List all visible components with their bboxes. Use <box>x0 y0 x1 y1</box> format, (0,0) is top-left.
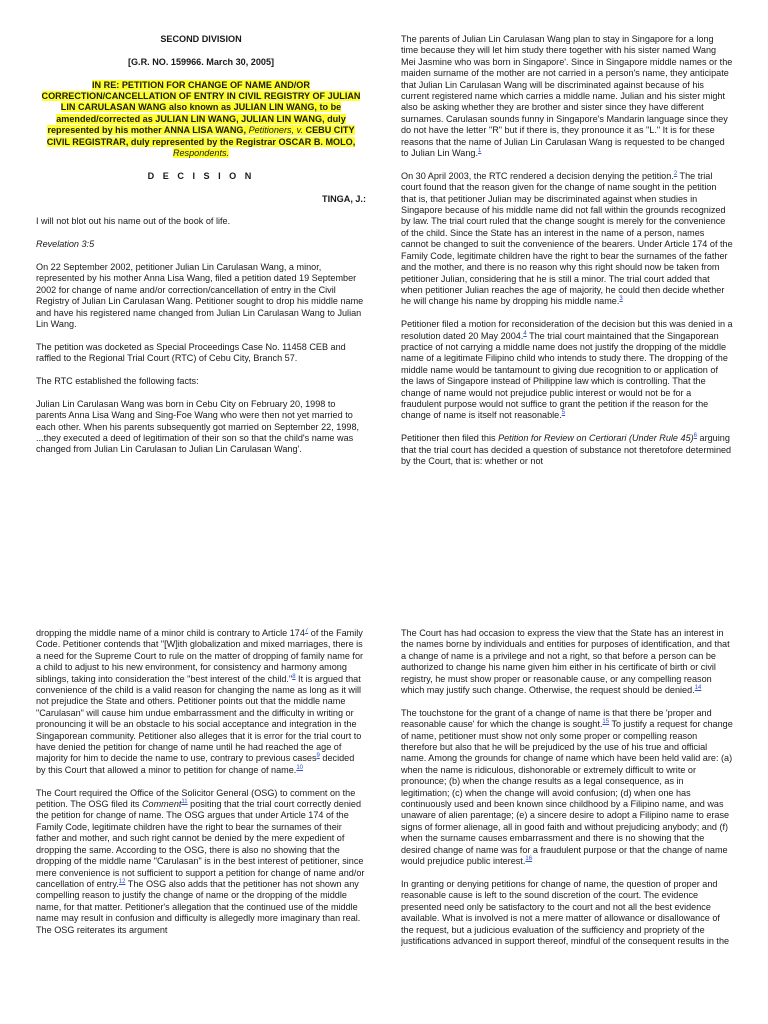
footnote-link[interactable]: 16 <box>525 856 533 863</box>
caption-respondent: CEBU CITY CIVIL REGISTRAR, duly represented by the Registrar OSCAR B. MOLO, <box>46 125 356 147</box>
caption-respondents-label: Respondents. <box>172 148 230 159</box>
ponente: TINGA, J.: <box>322 193 366 204</box>
paragraph: Julian Lin Carulasan Wang was born in Cebu City on February 20, 1998 to parents Anna Lisa Wang and Sing-Foe Wang who were then not yet married to each other. When his parents subsequently got married on September 22, 1998, ...they executed a deed of legitimation of their son so that the child's name was changed from Julian Lin Carulasan to Julian Lin Carulasan Wang'. <box>36 398 360 455</box>
caption-petitioners: Petitioners, v. <box>248 125 303 136</box>
paragraph: Petitioner then filed this Petition for Review on Certiorari (Under Rule 45)$^6$ arguing that the trial court has decided a question of substance not theretofore determined by the Court, that is: whether or not <box>401 433 732 466</box>
decision-heading: D E C I S I O N <box>147 170 255 181</box>
caption-main: IN RE: PETITION FOR CHANGE OF NAME AND/OR CORRECTION/CANCELLATION OF ENTRY IN CIVIL REGISTRY OF JULIAN LIN CARULASAN WANG also known as JULIAN LIN WANG, to be amended/corrected as JULIAN LIN WANG, JULIAN LIN WANG, duly represented by his mother ANNA LISA WANG, <box>41 79 361 136</box>
footnote-link[interactable]: 7 <box>304 628 309 634</box>
footnote-link[interactable]: 1 <box>478 148 482 155</box>
footnote-link[interactable]: 12 <box>118 878 126 885</box>
epigraph: I will not blot out his name out of the book of life. <box>36 216 231 227</box>
paragraph: The Court has had occasion to express the view that the State has an interest in the names borne by individuals and entities for purposes of identification, and that a change of name is a privilege and not a right, so that before a person can be authorized to change his name given him either in his certificate of birth or civil registry, he must show proper or reasonable cause, or any compelling reason which may justify such change. Otherwise, the request should be denied.$^{14}$ <box>401 628 730 696</box>
paragraph: On 22 September 2002, petitioner Julian Lin Carulasan Wang, a minor, represented by his mother Anna Lisa Wang, filed a petition dated 19 September 2002 for change of name and/or correction/cancellation of entry in the Civil Registry of Julian Lin Carulasan Wang. Petitioner sought to drop his middle name and have his registered name changed from Julian Lin Carulasan Wang to Julian Lin Wang. <box>36 262 364 330</box>
footnote-link[interactable]: 11 <box>181 799 188 806</box>
footnote-link[interactable]: 5 <box>561 410 566 417</box>
column-top-right <box>401 34 733 564</box>
paragraph: Petitioner filed a motion for reconsideration of the decision but this was denied in a resolution dated 20 May 2004.$^4$ The trial court maintained that the Singaporean practice of not carrying a middle name does not justify the dropping of the middle name of a legitimate Filipino child who intends to study there. The dropping of the middle name would be tantamount to giving due recognition to or application of the laws of Singapore instead of Philippine law which is controlling. That the change of name would not prejudice public interest or would not be for a fraudulent purpose would not suffice to grant the petition if the reason for the change of name is itself not reasonable.$^5$ <box>401 319 733 421</box>
paragraph: In granting or denying petitions for change of name, the question of proper and reasonable cause is left to the sound discretion of the court. The evidence presented need only be satisfactory to the court and not all the best evidence available. What is involved is not a mere matter of allowance or disallowance of the request, but a judicious evaluation of the sufficiency and propriety of the justifications advanced in support thereof, mindful of the consequent results in the <box>401 878 730 946</box>
footnote-link[interactable]: 2 <box>673 170 678 177</box>
paragraph: dropping the middle name of a minor child is contrary to Article 174$^7$ of the Family Code. Petitioner contends that "[W]ith globalization and mixed marriages, there is a need for the Supreme Court to rule on the matter of dropping of family name for a child to adjust to his new environment, for consistency and harmony among siblings, taking into consideration the "best interest of the child."$^8$ It is argued that convenience of the child is a valid reason for changing the name as long as it will not prejudice the State and others. Petitioner points out that the middle name "Carulasan" will cause him undue embarrassment and the difficulty in writing or pronouncing it will be an obstacle to his social acceptance and integration in the Singaporean community. Petitioner also alleges that it is error for the trial court to have denied the petition for change of name until he had reached the age of majority for him to decide the name to use, contrary to previous cases$^9$ decided by this Court that allowed a minor to petition for change of name.$^{10}$ <box>36 628 364 775</box>
footnote-link[interactable]: 8 <box>292 673 296 680</box>
column-top-left <box>36 34 366 564</box>
footnote-link[interactable]: 15 <box>602 719 610 726</box>
gr-number: [G.R. NO. 159966. March 30, 2005] <box>127 56 275 67</box>
footnote-link[interactable]: 14 <box>694 685 702 691</box>
division-heading: SECOND DIVISION <box>160 34 242 44</box>
footnote-link[interactable]: 6 <box>693 433 698 440</box>
footnote-link[interactable]: 10 <box>296 764 304 771</box>
paragraph: The RTC established the following facts: <box>36 376 199 387</box>
paragraph: The parents of Julian Lin Carulasan Wang plan to stay in Singapore for a long time because they will let him study there together with his sister named Wang Mei Jasmine who was born in Singapore'. Since in Singapore middle names or the maiden surname of the mother are not carried in a person's name, they anticipate that Julian Lin Carulasan Wang will be discriminated against because of his current registered name which carries a middle name. Julian and his sister might also be asking whether they are brother and sister since they have different surnames. Carulasan sounds funny in Singapore's Mandarin language since they do not have the letter "R" but if there is, they pronounce it as "L." It is for these reasons that the name of Julian Lin Carulasan Wang is requested to be changed to Julian Lin Wang.$^1$ <box>401 34 733 159</box>
case-caption <box>36 80 366 160</box>
paragraph: On 30 April 2003, the RTC rendered a decision denying the petition.$^2$ The trial court found that the reason given for the change of name sought in the petition that is, that petitioner Julian may be discriminated against when studies in Singapore because of his middle name did not fall within the grounds recognized by law. The trial court ruled that the change sought is merely for the convenience of the child. Since the State has an interest in the name of a person, names cannot be changed to suit the convenience of the bearers. Under Article 174 of the Family Code, legitimate children have the right to bear the surnames of the father and the mother, and there is no reason why this right should now be taken from petitioner Julian, considering that he is still a minor. The trial court added that when petitioner Julian reaches the age of majority, he could then decide whether he will change his name by dropping his middle name.$^3$ <box>401 170 733 307</box>
footnote-link[interactable]: 4 <box>523 330 527 337</box>
paragraph: The Court required the Office of the Solicitor General (OSG) to comment on the petition. The OSG filed its Comment$^{11}$ positing that the trial court correctly denied the petition for change of name. The OSG argues that under Article 174 of the Family Code, legitimate children have the right to bear the surnames of their father and mother, and such right cannot be denied by the mere expedient of dropping the same. According to the OSG, there is also no showing that the dropping of the middle name "Carulasan" is in the best interest of petitioner, since mere convenience is not sufficient to support a petition for change of name and/or cancellation of entry.$^{12}$ The OSG also adds that the petitioner has not shown any compelling reason to justify the change of name or the dropping of the middle name, for that matter. Petitioner's allegation that the continued use of the middle name may result in confusion and difficulty is allegedly more imaginary than real. The OSG reiterates its argument <box>36 787 365 935</box>
footnote-link[interactable]: 9 <box>316 753 320 760</box>
paragraph: The petition was docketed as Special Proceedings Case No. 11458 CEB and raffled to the Regional Trial Court (RTC) of Cebu City, Branch 57. <box>36 341 346 364</box>
paragraph: The touchstone for the grant of a change of name is that there be 'proper and reasonable cause' for which the change is sought.$^{15}$ To justify a request for change of name, petitioner must show not only some proper or compelling reason therefore but also that he will be prejudiced by the use of his true and official name. Among the grounds for change of name which have been held valid are: (a) when the name is ridiculous, dishonorable or extremely difficult to write or pronounce; (b) when the change results as a legal consequence, as in legitimation; (c) when the change will avoid confusion; (d) when one has continuously used and been known since childhood by a Filipino name, and was unaware of alien parentage; (e) a sincere desire to adopt a Filipino name to erase signs of former alienage, all in good faith and without prejudicing anybody; and (f) when the surname causes embarrassment and there is no showing that the desired change of name was for a fraudulent purpose or that the change of name would prejudice public interest.$^{16}$ <box>401 707 733 867</box>
footnote-link[interactable]: 3 <box>619 296 623 303</box>
column-bottom-left <box>36 628 366 1024</box>
column-bottom-right <box>401 628 733 1024</box>
epigraph-source: Revelation 3:5 <box>36 239 95 250</box>
